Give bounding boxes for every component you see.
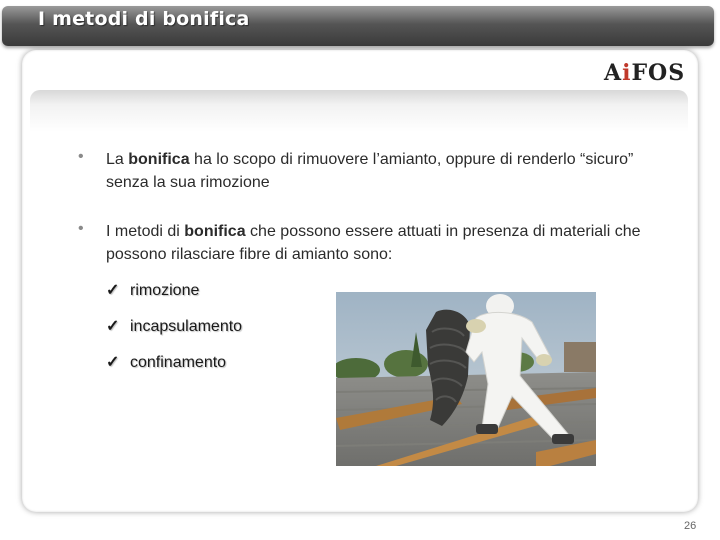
- logo-letter-i: i: [622, 60, 632, 86]
- card-header-band: [30, 90, 688, 132]
- bullet-2-post: che possono essere attuati in presenza di materiali che possono rilasciare fibre di amianto sono:: [106, 223, 641, 263]
- logo-rest: FOS: [631, 60, 686, 86]
- bullet-2-bold: bonifica: [184, 223, 246, 240]
- check-icon: ✓: [106, 318, 120, 335]
- bullet-1-post: ha lo scopo di rimuovere l’amianto, oppure di renderlo “sicuro” senza la sua rimozione: [106, 151, 634, 191]
- method-item-rimozione: [106, 280, 199, 304]
- check-icon: ✓: [106, 282, 120, 299]
- bullet-text-1: [106, 148, 666, 194]
- method-label: incapsulamento: [130, 318, 243, 335]
- bullet-1-pre: La: [106, 151, 129, 168]
- bullet-text-2: [106, 220, 666, 266]
- method-label: confinamento: [130, 354, 227, 371]
- bullet-dot-icon: •: [78, 220, 84, 237]
- bullet-2-pre: I metodi di: [106, 223, 185, 240]
- logo-letter-a: A: [604, 60, 623, 86]
- page-number: 26: [684, 520, 697, 532]
- aifos-logo: [604, 60, 685, 86]
- bullet-1-bold: bonifica: [128, 151, 190, 168]
- slide-title: I metodi di bonifica: [38, 8, 250, 30]
- method-item-confinamento: [106, 352, 226, 376]
- check-icon: ✓: [106, 354, 120, 371]
- asbestos-removal-photo: [336, 292, 596, 466]
- title-bar: [2, 6, 714, 46]
- method-item-incapsulamento: [106, 316, 242, 340]
- bullet-dot-icon: •: [78, 148, 84, 165]
- method-label: rimozione: [130, 282, 200, 299]
